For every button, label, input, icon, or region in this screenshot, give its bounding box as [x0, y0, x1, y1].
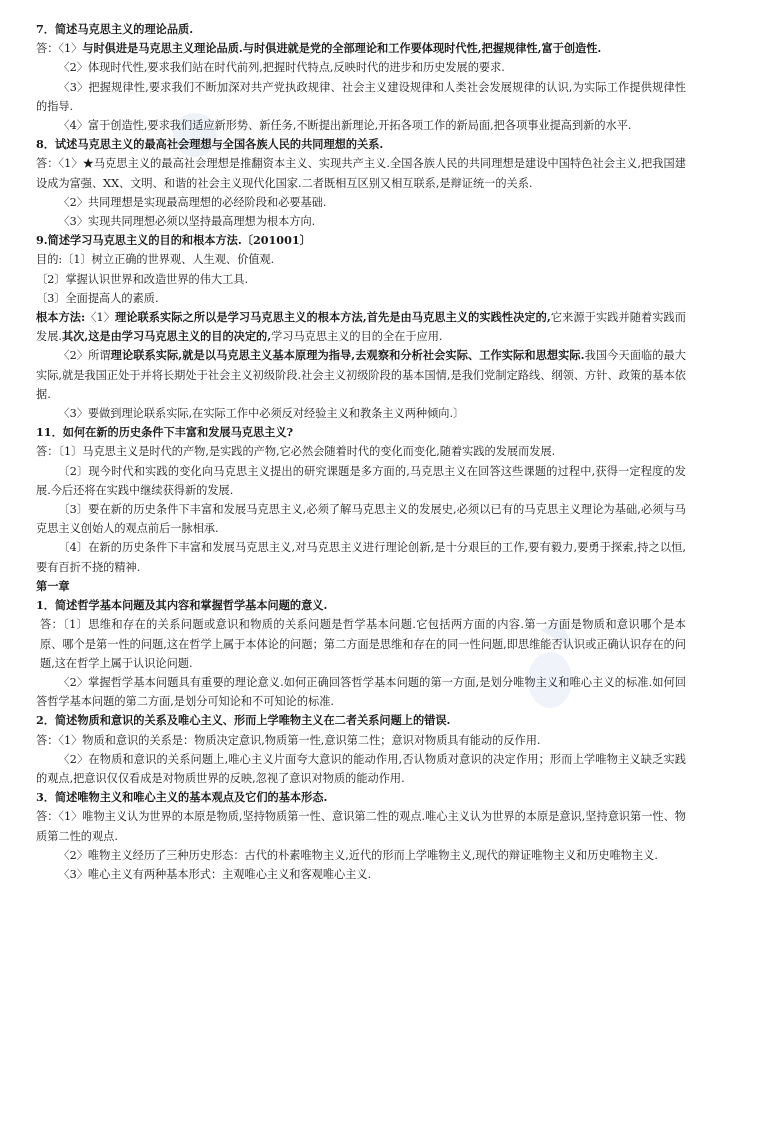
- question-8-answer-2: 〈2〉共同理想是实现最高理想的必经阶段和必要基础.: [58, 195, 327, 209]
- answer-prefix: 答：〈1〉: [36, 42, 83, 56]
- question-11-answer-1: 答：〔1〕马克思主义是时代的产物,是实践的产物,它必然会随着时代的变化而变化,随着实践的发展而发展.: [36, 445, 556, 459]
- question-7-answer-1: [36, 39, 686, 58]
- chapter-1-question-2-title: 2．简述物质和意识的关系及唯心主义、形而上学唯物主义在二者关系问题上的错误.: [36, 713, 451, 728]
- method-1-text-2: 学习马克思主义的目的全在于应用.: [271, 330, 443, 344]
- method-2-prefix: 〈2〉所谓: [58, 349, 111, 363]
- method-2-text: 我国今天面临的最大实际,就是我国正处于并将长期处于社会主义初级阶段.社会主义初级阶段的基本国情,是我们党制定路线、纲领、方针、政策的基本依据.: [36, 349, 686, 401]
- question-8-answer-1: 答：〈1〉★马克思主义的最高社会理想是推翻资本主义、实现共产主义.全国各族人民的共同理想是建设中国特色社会主义,把我国建设成为富强、XX、文明、和谐的社会主义现代化国家.二者既相互区别又相互联系,是辩证统一的关系.: [36, 157, 686, 190]
- chapter-1-question-2-answer-2: 〈2〉在物质和意识的关系问题上,唯心主义片面夸大意识的能动作用,否认物质对意识的决定作用；形而上学唯物主义缺乏实践的观点,把意识仅仅看成是对物质世界的反映,忽视了意识对物质的能动作用.: [36, 752, 686, 785]
- question-9-method-1: [36, 308, 686, 346]
- question-7-answer-2: 〈2〉体现时代性,要求我们站在时代前列,把握时代特点,反映时代的进步和历史发展的要求.: [58, 61, 505, 75]
- question-7-answer-3: 〈3〉把握规律性,要求我们不断加深对共产党执政规律、社会主义建设规律和人类社会发展规律的认识,为实际工作提供规律性的指导.: [36, 80, 686, 113]
- method-1-text-1: 它来源于实践并随着实践而发展.: [36, 311, 686, 344]
- question-11-answer-3: 〔3〕要在新的历史条件下丰富和发展马克思主义,必须了解马克思主义的发展史,必须以已有的马克思主义理论为基础,必须与马克思主义创始人的观点前后一脉相承.: [36, 503, 686, 536]
- question-9-aim-1: 目的:〔1〕树立正确的世界观、人生观、价值观.: [36, 253, 275, 267]
- question-9-method-3: 〈3〉要做到理论联系实际,在实际工作中必须反对经验主义和教条主义两种倾向.〕: [58, 407, 465, 421]
- question-9-aim-3: 〔3〕全面提高人的素质.: [36, 291, 159, 305]
- chapter-1-question-3-title: 3．简述唯物主义和唯心主义的基本观点及它们的基本形态.: [36, 790, 328, 805]
- method-2-bold: 理论联系实际,就是以马克思主义基本原理为指导,去观察和分析社会实际、工作实际和思想实际.: [110, 348, 585, 363]
- chapter-1-question-3-answer-3: 〈3〉唯心主义有两种基本形式：主观唯心主义和客观唯心主义.: [58, 867, 372, 881]
- question-8-title: 8．试述马克思主义的最高社会理想与全国各族人民的共同理想的关系.: [36, 137, 384, 152]
- method-1-bold-2: 其次,这是由学习马克思主义的目的决定的,: [61, 329, 272, 344]
- question-7-title: 7．简述马克思主义的理论品质.: [36, 22, 194, 36]
- question-11-answer-4: 〔4〕在新的历史条件下丰富和发展马克思主义,对马克思主义进行理论创新,是十分艰巨的工作,要有毅力,要勇于探索,持之以恒,要有百折不挠的精神.: [36, 541, 686, 574]
- chapter-1-question-3-answer-2: 〈2〉唯物主义经历了三种历史形态：古代的朴素唯物主义,近代的形而上学唯物主义,现代的辩证唯物主义和历史唯物主义.: [58, 848, 658, 862]
- document-content: [36, 20, 686, 884]
- question-8-answer-3: 〈3〉实现共同理想必须以坚持最高理想为根本方向.: [58, 215, 316, 229]
- chapter-1-question-1-title: 1．简述哲学基本问题及其内容和掌握哲学基本问题的意义.: [36, 598, 328, 613]
- method-label: 根本方法:: [36, 310, 86, 325]
- chapter-1-question-1-answer-1: 答：〔1〕思维和存在的关系问题或意识和物质的关系问题是哲学基本问题.它包括两方面的内容.第一方面是物质和意识哪个是本原、哪个是第一性的问题,这在哲学上属于本体论的问题；第二方面是思维和存在的同一性问题,即思维能否认识或正确认识存在的问题,这在哲学上属于认识论问题.: [40, 618, 686, 670]
- chapter-1-question-1-answer-2: 〈2〉掌握哲学基本问题具有重要的理论意义.如何正确回答哲学基本问题的第一方面,是划分唯物主义和唯心主义的标准.如何回答哲学基本问题的第二方面,是划分可知论和不可知论的标准.: [36, 675, 686, 709]
- question-9-method-2: [36, 346, 686, 404]
- question-11-answer-2: 〔2〕现今时代和实践的变化向马克思主义提出的研究课题是多方面的,马克思主义在回答这些课题的过程中,获得一定程度的发展.今后还将在实践中继续获得新的发展.: [36, 464, 686, 497]
- method-1-prefix: 〈1〉: [85, 311, 115, 325]
- answer-bold-text: 与时俱进是马克思主义理论品质.与时俱进就是党的全部理论和工作要体现时代性,把握规律性,富于创造性.: [82, 41, 602, 56]
- question-9-title: 9.简述学习马克思主义的目的和根本方法.〔201001〕: [36, 233, 311, 248]
- question-9-aim-2: 〔2〕掌握认识世界和改造世界的伟大工具.: [36, 272, 249, 286]
- question-7-answer-4: 〈4〉富于创造性,要求我们适应新形势、新任务,不断提出新理论,开拓各项工作的新局面,把各项事业提高到新的水平.: [58, 119, 632, 133]
- method-1-bold-1: 理论联系实际之所以是学习马克思主义的根本方法,首先是由马克思主义的实践性决定的,: [114, 310, 551, 325]
- chapter-1-heading: 第一章: [36, 578, 70, 593]
- question-11-title: 11．如何在新的历史条件下丰富和发展马克思主义?: [36, 425, 294, 440]
- chapter-1-question-3-answer-1: 答：〈1〉唯物主义认为世界的本原是物质,坚持物质第一性、意识第二性的观点.唯心主义认为世界的本原是意识,坚持意识第一性、物质第二性的观点.: [36, 810, 686, 843]
- chapter-1-question-2-answer-1: 答：〈1〉物质和意识的关系是：物质决定意识,物质第一性,意识第二性；意识对物质具有能动的反作用.: [36, 733, 541, 747]
